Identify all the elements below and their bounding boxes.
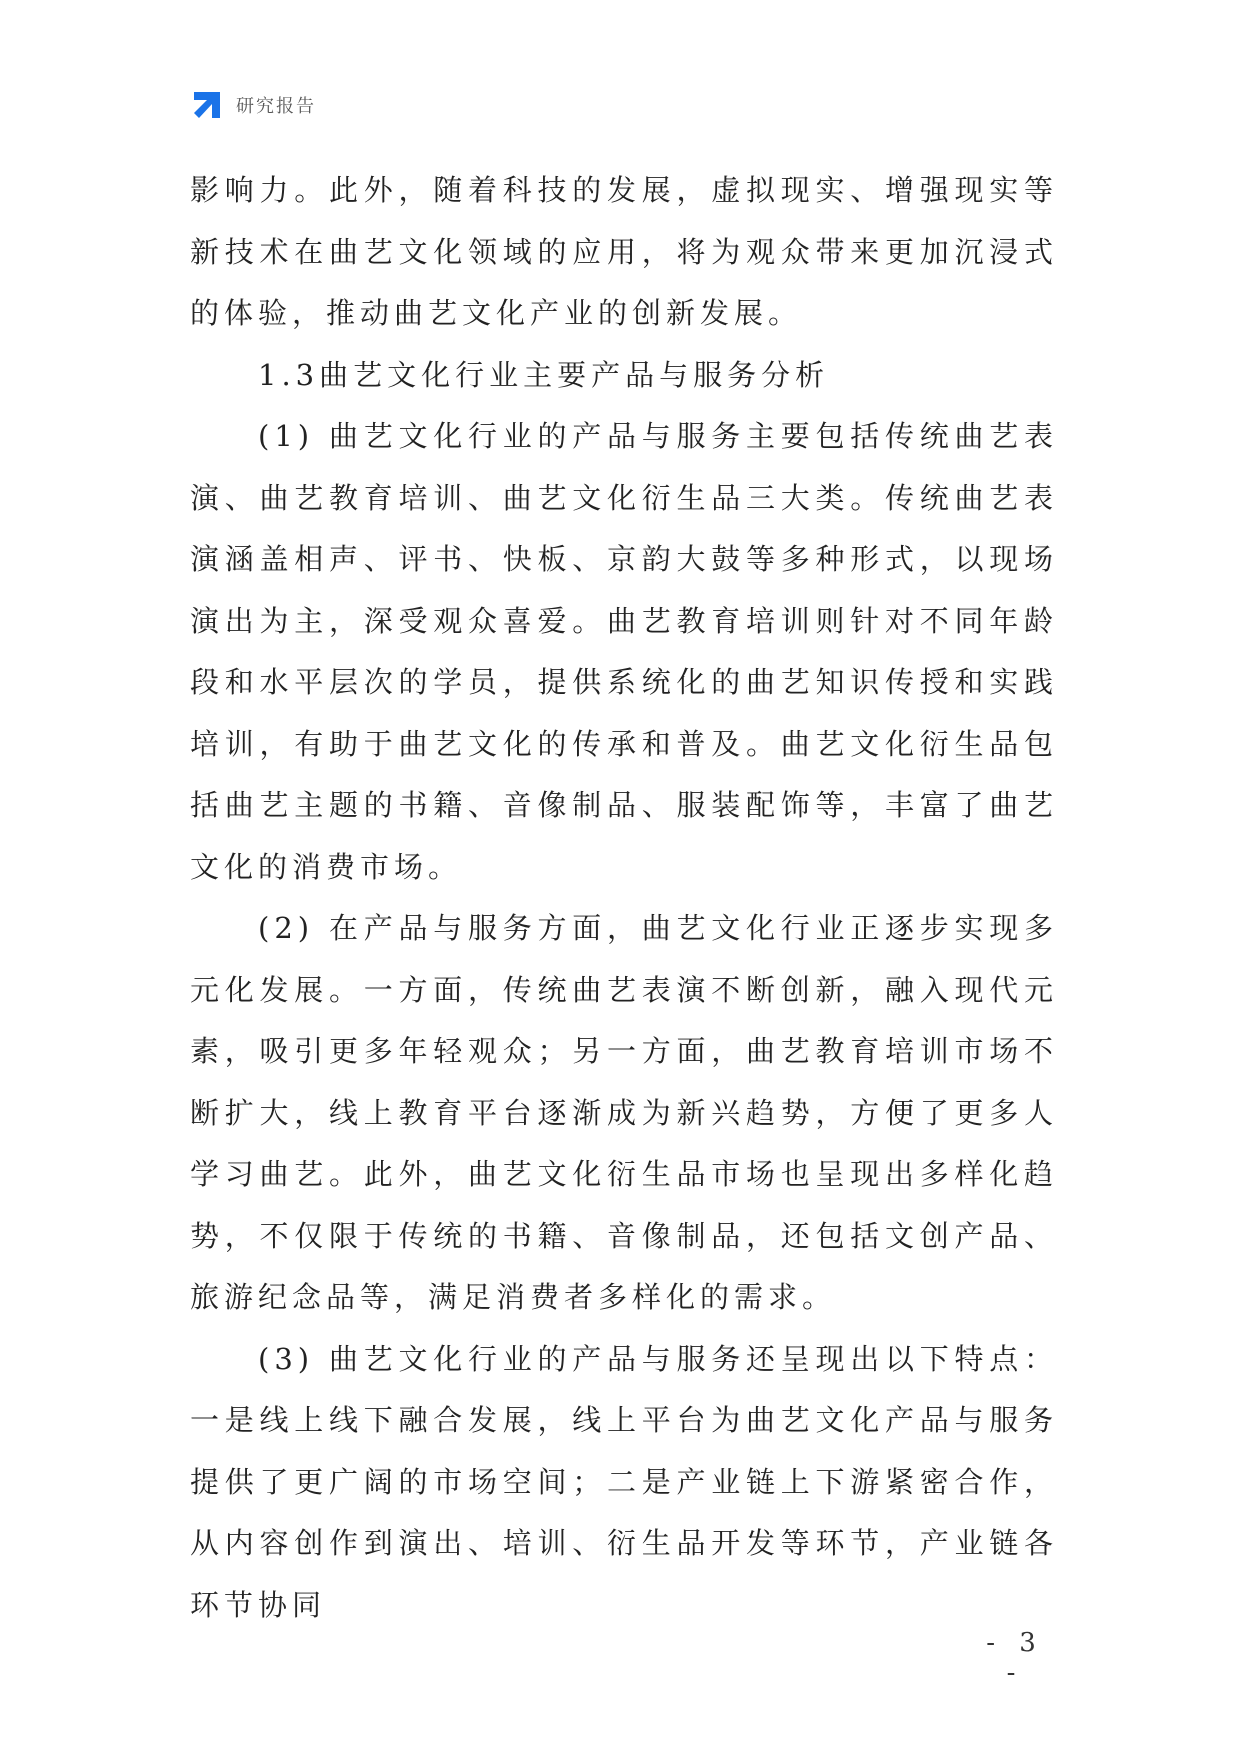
section-heading: 1.3曲艺文化行业主要产品与服务分析 (258, 357, 830, 392)
paragraph-3: (3) 曲艺文化行业的产品与服务还呈现出以下特点：一是线上线下融合发展，线上平台为曲艺文化产品与服务提供了更广阔的市场空间；二是产业链上下游紧密合作，从内容创作到演出、培训、衍生品开发等环节，产业链各环节协同 (190, 1341, 1058, 1622)
arrow-up-right-icon (190, 88, 224, 122)
page-number: - 3 - (986, 1628, 1044, 1688)
paragraph-intro: 影响力。此外，随着科技的发展，虚拟现实、增强现实等新技术在曲艺文化领域的应用，将为观众带来更加沉浸式的体验，推动曲艺文化产业的创新发展。 (190, 173, 1058, 330)
document-body (190, 160, 1058, 1636)
header-title: 研究报告 (236, 96, 316, 117)
report-header (190, 88, 316, 122)
paragraph-1: (1) 曲艺文化行业的产品与服务主要包括传统曲艺表演、曲艺教育培训、曲艺文化衍生品三大类。传统曲艺表演涵盖相声、评书、快板、京韵大鼓等多种形式，以现场演出为主，深受观众喜爱。曲艺教育培训则针对不同年龄段和水平层次的学员，提供系统化的曲艺知识传授和实践培训，有助于曲艺文化的传承和普及。曲艺文化衍生品包括曲艺主题的书籍、音像制品、服装配饰等，丰富了曲艺文化的消费市场。 (190, 419, 1058, 884)
paragraph-2: (2) 在产品与服务方面，曲艺文化行业正逐步实现多元化发展。一方面，传统曲艺表演不断创新，融入现代元素，吸引更多年轻观众；另一方面，曲艺教育培训市场不断扩大，线上教育平台逐渐成为新兴趋势，方便了更多人学习曲艺。此外，曲艺文化衍生品市场也呈现出多样化趋势，不仅限于传统的书籍、音像制品，还包括文创产品、旅游纪念品等，满足消费者多样化的需求。 (190, 911, 1058, 1314)
